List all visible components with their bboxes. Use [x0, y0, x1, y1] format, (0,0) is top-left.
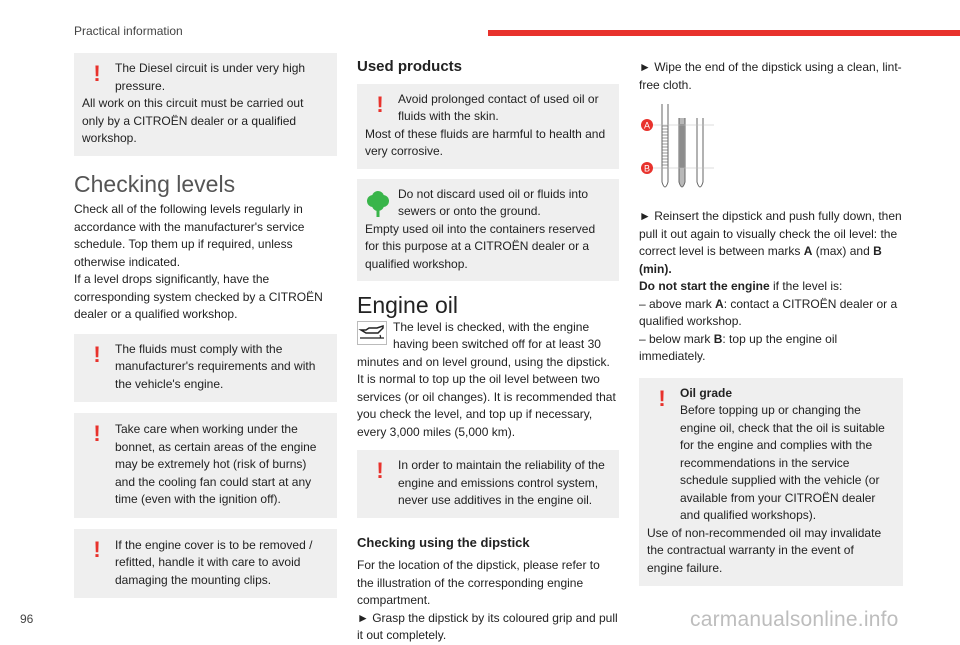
warning-exclamation-icon: !	[93, 536, 101, 562]
paragraph: Check all of the following levels regularly in accordance with the manufacturer's service schedule. Top them up if required, unless otherwise indicated.	[74, 202, 305, 269]
text: – below mark	[639, 331, 711, 346]
section-title-engine-oil: Engine oil	[357, 292, 459, 318]
warning-text: The fluids must comply with the manufacturer's requirements and with the vehicle's engine.	[115, 341, 316, 391]
warning-title: Oil grade	[680, 385, 733, 400]
warning-box-additives	[357, 450, 619, 518]
mark-a-ref: A	[715, 296, 724, 311]
mark-a-label: A	[643, 120, 651, 131]
warning-text: Take care when working under the bonnet, as certain areas of the engine may be extremely hot (risk of burns) and the cooling fan could start at any time (even with the ignition off).	[115, 422, 317, 506]
subsection-title-dipstick: Checking using the dipstick	[357, 534, 530, 550]
text: ► Reinsert the dipstick and push fully down, then pull it out again to visually check the oil level: the correct level is between marks	[639, 209, 902, 258]
section-title-used-products: Used products	[357, 58, 463, 75]
warning-exclamation-icon: !	[93, 341, 101, 367]
leaf-icon	[365, 191, 391, 219]
warning-text: In order to maintain the reliability of the engine and emissions control system, never use additives in the engine oil.	[398, 458, 605, 507]
dipstick-illustration	[639, 104, 719, 198]
paragraph: ► Wipe the end of the dipstick using a clean, lint-free cloth.	[639, 60, 902, 92]
column-middle	[357, 58, 619, 645]
watermark: carmanualsonline.info	[690, 608, 899, 631]
list-item-above	[639, 296, 903, 331]
warning-text: Most of these fluids are harmful to health and very corrosive.	[365, 126, 606, 158]
text: Before topping up or changing the engine oil, check that the oil is suitable for the engine and complies with the recommendations in the service schedule supplied with the vehicle (or available from your CITROËN dealer and qualified workshops).	[680, 403, 885, 522]
paragraph: If a level drops significantly, have the corresponding system checked by a CITROËN dealer or a qualified workshop.	[74, 272, 323, 321]
oil-can-icon	[357, 321, 387, 345]
list-item-below	[639, 331, 903, 366]
warning-text: If the engine cover is to be removed / refitted, handle it with care to avoid damaging the mounting clips.	[115, 537, 313, 587]
warning-text: All work on this circuit must be carried out only by a CITROËN dealer or a qualified workshop.	[82, 96, 304, 145]
warning-box-diesel	[74, 53, 337, 156]
mark-b-label: B	[643, 163, 651, 174]
warning-exclamation-icon: !	[93, 61, 101, 86]
bold-text: Do not start the engine	[639, 279, 770, 293]
warning-exclamation-icon: !	[93, 421, 101, 446]
warning-text	[647, 402, 893, 525]
warning-box-engine-cover	[74, 529, 337, 599]
running-header: Practical information	[74, 24, 183, 38]
eco-box	[357, 179, 619, 282]
warning-exclamation-icon: !	[376, 91, 384, 117]
mark-b-ref: B (min).	[639, 244, 882, 276]
warning-box-bonnet	[74, 413, 337, 518]
text: – above mark	[639, 296, 712, 311]
paragraph-do-not-start	[639, 278, 903, 296]
warning-text: The Diesel circuit is under very high pressure.	[115, 61, 306, 93]
engine-oil-paragraph	[357, 319, 619, 442]
column-right	[639, 59, 903, 586]
warning-box-fluids	[74, 334, 337, 403]
mark-a-ref: A	[803, 244, 813, 258]
column-left	[74, 53, 337, 598]
paragraph: The level is checked, with the engine having been switched off for at least 30 minutes and on level ground, using the dipstick.	[357, 319, 610, 369]
warning-text: Avoid prolonged contact of used oil or fluids with the skin.	[398, 91, 599, 123]
eco-text: Empty used oil into the containers reserved for this purpose at a CITROËN dealer or a qualified workshop.	[365, 221, 596, 271]
paragraph: For the location of the dipstick, please refer to the illustration of the corresponding engine compartment.	[357, 558, 600, 607]
header-accent-bar	[488, 30, 960, 36]
warning-exclamation-icon: !	[376, 458, 384, 483]
mark-b-ref: B	[713, 331, 723, 346]
text: : top up the engine oil immediately.	[639, 331, 838, 363]
page-number: 96	[20, 612, 34, 626]
text: if the level is:	[773, 279, 843, 293]
eco-text: Do not discard used oil or fluids into sewers or onto the ground.	[398, 186, 589, 218]
paragraph-reinsert	[639, 208, 903, 278]
paragraph: ► Grasp the dipstick by its coloured grip and pull it out completely.	[357, 610, 618, 642]
warning-exclamation-icon: !	[658, 385, 666, 411]
warning-text: Use of non-recommended oil may invalidate the contractual warranty in the event of engine failure.	[647, 525, 882, 575]
warning-box-oil-grade	[639, 378, 903, 587]
text: : contact a CITROËN dealer or a qualified workshop.	[639, 296, 898, 328]
warning-box-skin	[357, 84, 619, 169]
paragraph: It is normal to top up the oil level between two services (or oil changes). It is recommended that you check the level, and top up if necessary, every 3,000 miles (5,000 km).	[357, 372, 616, 439]
text: (max) and	[815, 244, 870, 258]
section-title-checking-levels: Checking levels	[74, 170, 236, 197]
